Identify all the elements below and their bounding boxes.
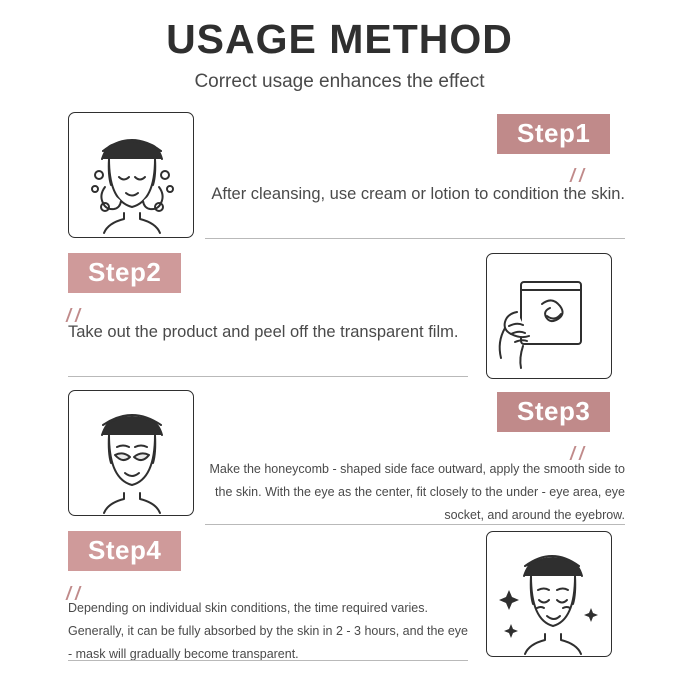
header: [0, 0, 679, 93]
step3-badge-wrap: [497, 392, 610, 432]
step1-divider: [205, 238, 625, 239]
woman-applying-eye-patches-icon: [69, 391, 194, 516]
step3-badge: Step3: [497, 392, 610, 432]
step4-divider: [68, 660, 468, 661]
woman-glowing-skin-icon: [487, 532, 612, 657]
step1-illustration-frame: [68, 112, 194, 238]
step1-badge: Step1: [497, 114, 610, 154]
step3-text: Make the honeycomb - shaped side face outward, apply the smooth side to the skin. With the eye as the center, fit closely to the under - eye area, eye socket, and around the eyebrow.: [209, 462, 625, 523]
step4-badge-wrap: [68, 531, 181, 571]
step4-text: Depending on individual skin conditions, the time required varies. Generally, it can be fully absorbed by the skin in 2 - 3 hours, and the eye - mask will gradually become transparent.: [68, 601, 468, 662]
step1-slash-marks: [572, 168, 590, 182]
step2-badge-wrap: [68, 253, 181, 293]
step2-illustration-frame: [486, 253, 612, 379]
step3-divider: [205, 524, 625, 525]
step2-divider: [68, 376, 468, 377]
step2-badge: Step2: [68, 253, 181, 293]
step2-text: Take out the product and peel off the transparent film.: [68, 323, 459, 341]
step1-badge-wrap: [497, 114, 610, 154]
step3-illustration-frame: [68, 390, 194, 516]
step1-text: After cleansing, use cream or lotion to condition the skin.: [211, 185, 625, 203]
hand-holding-mask-sachet-icon: [487, 254, 612, 379]
step4-illustration-frame: [486, 531, 612, 657]
step4-badge: Step4: [68, 531, 181, 571]
page-title: USAGE METHOD: [166, 16, 513, 62]
page-subtitle: Correct usage enhances the effect: [194, 71, 485, 93]
woman-washing-face-icon: [69, 113, 194, 238]
